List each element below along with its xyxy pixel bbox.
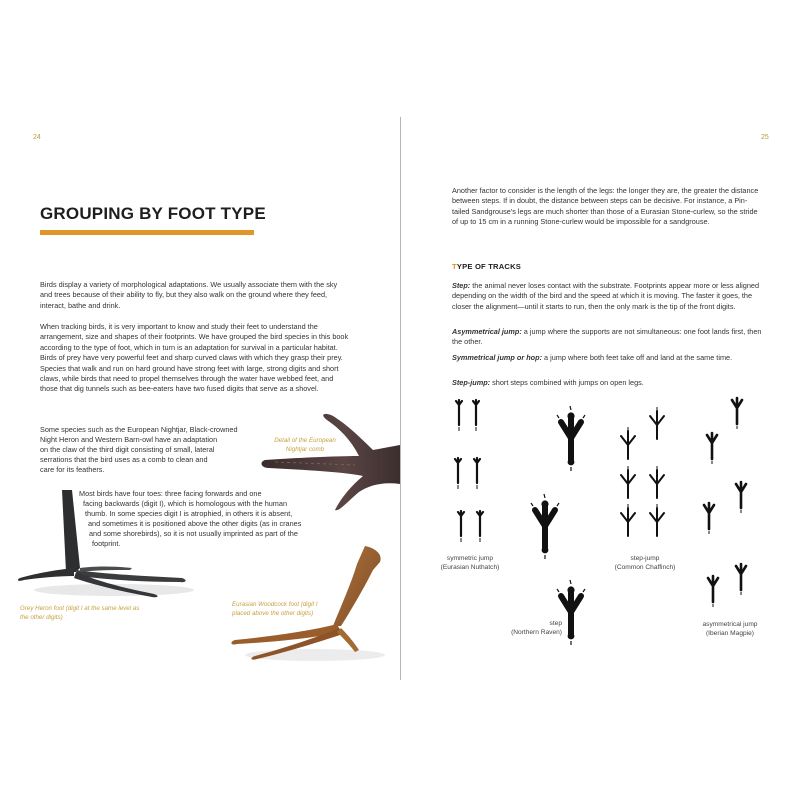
definition-step: Step: the animal never loses contact with the substrate. Footprints appear more or less aligned depending on the width of the bird and the speed at which it is moving. The faster it goes, the closer the alignment—until it starts to run, then the only mark is the tip of the front digits. [452,281,760,311]
magpie-tracks [704,398,746,607]
woodcock-caption: Eurasian Woodcock foot (digit I placed above the other digits) [232,601,318,617]
grey-heron-caption: Grey Heron foot (digit I at the same level as the other digits) [20,605,140,621]
section-title-type-of-tracks: TYPE OF TRACKS [452,262,522,271]
page-number-left: 24 [33,134,41,141]
raven-tracks [531,406,585,645]
nuthatch-tracks [455,400,483,542]
definition-symmetrical-jump: Symmetrical jump or hop: a jump where both feet take off and land at the same time. [452,353,733,362]
paragraph-intro: Birds display a variety of morphological adaptations. We usually associate them with the sky and trees because of their ability to fly, but they also walk on the ground where they feed, interact, bathe and drink. [40,280,338,310]
paragraph-tracking: When tracking birds, it is very important to know and study their feet to understand the arrangement, size and shapes of their footprints. We have grouped the bird species in this book according to the type of foot, which in turn is an adaptation for survival in a particular habitat. Birds of prey have very powerful feet and sharp curved claws with which they grasp their prey. Species that walk and run on hard ground have strong feet with large, strong digits and short claws, while birds that need to propel themselves through the water have webbed feet, and those that dig tunnels such as bee-eaters have two fused digits that serve as a shovel. [40,322,349,394]
label-step: step (Northern Raven) [511,620,562,636]
definition-step-jump: Step-jump: short steps combined with jumps on open legs. [452,378,644,387]
page-number-right: 25 [761,134,769,141]
label-step-jump: step-jump (Common Chaffinch) [614,555,676,571]
label-asymmetrical-jump: asymmetrical jump (Iberian Magpie) [702,621,758,637]
nightjar-caption: Detail of the European Nightjar comb [274,437,336,453]
label-symmetric-jump: symmetric jump (Eurasian Nuthatch) [440,555,500,571]
page-title: GROUPING BY FOOT TYPE [40,204,266,223]
left-page: 24 GROUPING BY FOOT TYPE Birds display a variety of morphological adaptations. We usually associate them with the sky and trees because of their ability to fly, but they also walk on the ground where they feed, interact, bathe and drink. When tracking birds, it is very important to know and study their feet to understand the arrangement, size and shapes of their footprints. We have grouped the bird species in this book according to the type of foot, which in turn is an adaptation for survival in a particular habitat. Birds of prey have very powerful feet and sharp curved claws with which they grasp their prey. Species that walk and run on hard ground have strong feet with large, strong digits and short claws, while birds that need to propel themselves through the water have webbed feet, and those that dig tunnels such as bee-eaters have two fused digits that serve as a shovel. Detail of the European Nightjar comb Some species such as the European Nightjar, Black-crowned Night Heron and Western Barn-owl have an adaptation on the claw of the third digit consisting of small, lateral serrations that the bird uses as a comb to clean and care for its feathers. Most birds have four toes: three facing forwards and one facing backwards (digit I), which is homologous with the human thumb. In some species digit I is atrophied, in others it is absent, and sometimes it is positioned above the other digits (as in cranes and some shorebirds), so it is not usually imprinted as part of the footprint. Grey Heron foot (digit I at the same level as the other digits) Eurasian Woodcock foot (digit I placed above the other digits) [0,0,400,800]
definition-asymmetrical-jump: Asymmetrical jump: a jump where the supports are not simultaneous: one foot lands first, then the other. [452,327,762,347]
paragraph-leg-length: Another factor to consider is the length of the legs: the longer they are, the greater the distance between steps. If in doubt, the distance between steps can be decisive. For instance, a Pin-tailed Sandgrouse's legs are much shorter than those of a Eurasian Stone-curlew, so the stride of up to 15 cm in a running Stone-curlew would be impossible for a sandgrouse. [452,186,759,227]
chaffinch-tracks [621,407,664,536]
